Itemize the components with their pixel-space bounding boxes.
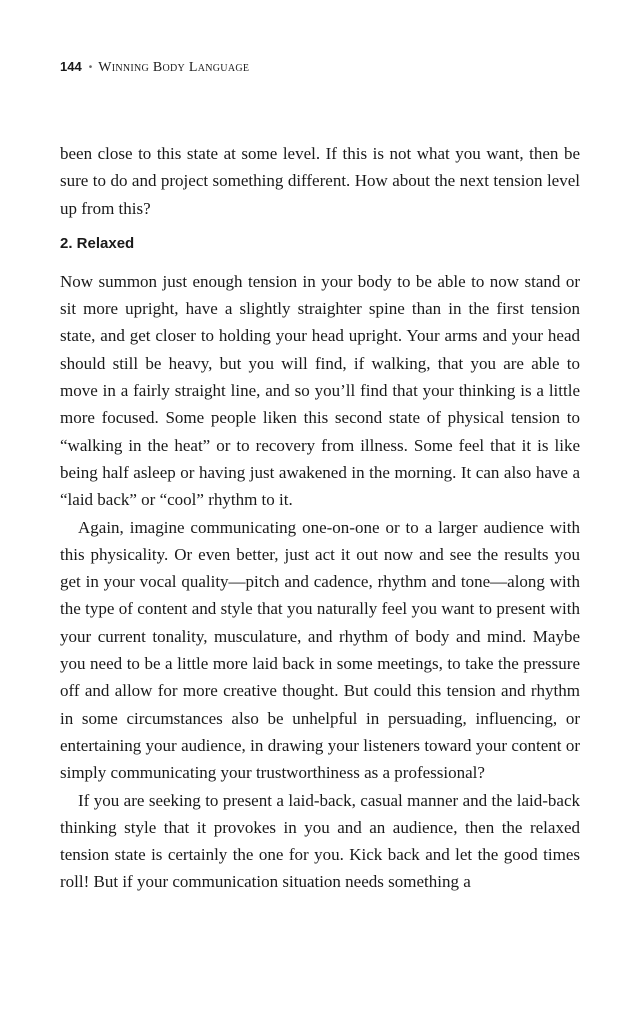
paragraph-imagine: Again, imagine communicating one-on-one or to a larger audience with this physicality. Or even better, just act it out now and see the results you get in your vocal quality—pitch and cadence, rhythm and tone—along with the type of content and style that you naturally feel you want to present with your current tonality, musculature, and rhythm of body and mind. Maybe you need to be a little more laid back in some meetings, to take the pressure off and allow for more creative thought. But could this tension and rhythm in some circumstances also be unhelpful in persuading, influencing, or entertaining your audience, in drawing your listeners toward your content or simply communicating your trustworthiness as a professional? — [60, 517, 580, 783]
paragraph-relaxed-intro: Now summon just enough tension in your body to be able to now stand or sit more upright, have a slightly straighter spine than in the first tension state, and get closer to holding your head upright. Your arms and your head should still be heavy, but you will find, if walking, that you are able to move in a fairly straight line, and so you’ll find that your thinking is a little more focused. Some people liken this second state of physical tension to “walking in the heat” or to recovery from illness. Some feel that it is like being half asleep or having just awakened in the morning. It can also have a “laid back” or “cool” rhythm to it. — [60, 271, 580, 510]
section-heading: 2. Relaxed — [60, 234, 135, 252]
page-number: 144 — [60, 59, 82, 74]
header-separator-icon: • — [88, 62, 93, 73]
continued-paragraph: been close to this state at some level. If this is not what you want, then be sure to do and project something different. How about the next tension level up from this? — [60, 144, 580, 218]
paragraph-laid-back: If you are seeking to present a laid-back, casual manner and the laid-back thinking style that it provokes in you and an audience, then the relaxed tension state is certainly the one for you. Kick back and let the good times roll! But if your communication situation needs something a — [60, 790, 580, 892]
running-header — [60, 58, 249, 78]
book-title: Winning Body Language — [98, 60, 250, 75]
body-text — [60, 140, 580, 896]
